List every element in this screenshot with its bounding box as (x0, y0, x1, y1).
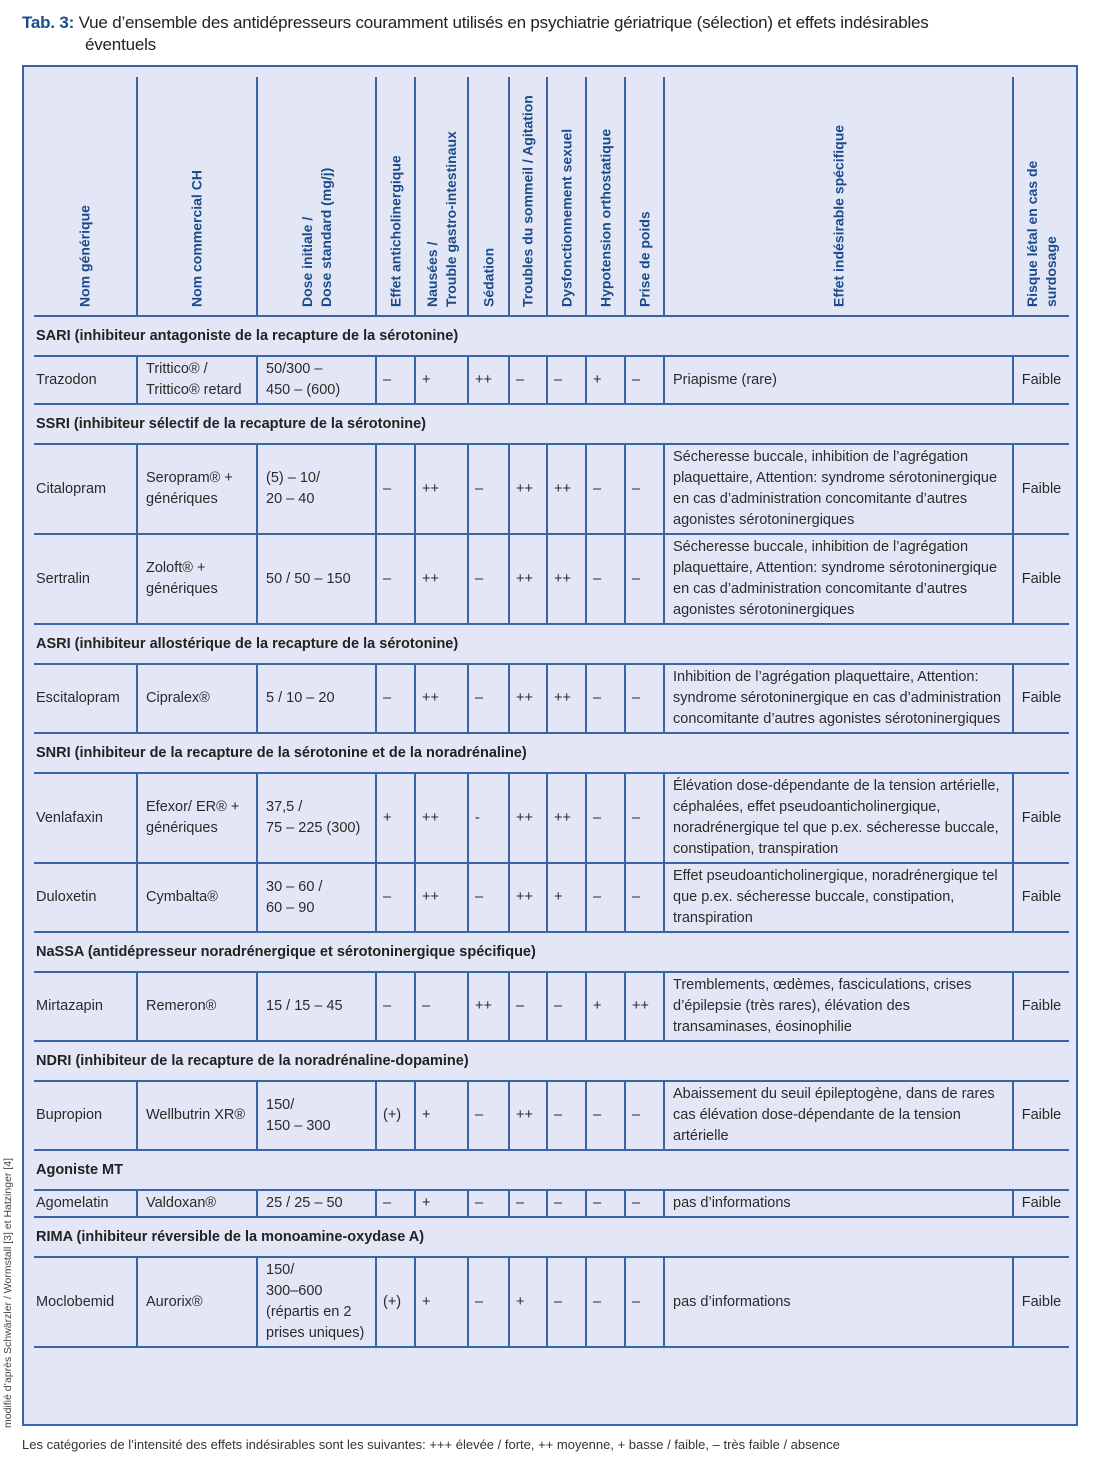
anticholinergic-rating-cell: – (376, 356, 415, 404)
table-row (34, 356, 1069, 404)
commercial-name-cell (137, 863, 257, 932)
header-lethal-risk-label (1023, 161, 1061, 307)
generic-name-cell: Moclobemid (34, 1257, 137, 1347)
dose-line: 50/300 – (266, 361, 323, 377)
specific-effect-cell: pas d’informations (664, 1190, 1013, 1217)
header-sexual-dysfunction (547, 77, 586, 316)
sexual-dysfunction-rating-cell: – (547, 972, 586, 1041)
nausea-rating-cell: ++ (415, 534, 468, 624)
table-row (34, 1190, 1069, 1217)
weight-gain-rating-cell: – (625, 664, 664, 733)
header-orthostatic-hypotension (586, 77, 625, 316)
caption-label: Tab. 3: (22, 13, 75, 32)
anticholinergic-rating-cell: – (376, 972, 415, 1041)
sedation-rating-cell: – (468, 1190, 509, 1217)
commercial-name-cell (137, 356, 257, 404)
lethal-risk-cell: Faible (1013, 972, 1069, 1041)
table-row (34, 1257, 1069, 1347)
nausea-rating-cell: ++ (415, 444, 468, 534)
sleep-agitation-rating-cell: – (509, 356, 547, 404)
header-nausea-label (423, 131, 461, 307)
header-specific-effect (664, 77, 1013, 316)
header-row (34, 77, 1069, 316)
orthostatic-hypotension-rating-cell: – (586, 1081, 625, 1150)
sleep-agitation-rating-cell: – (509, 972, 547, 1041)
weight-gain-rating-cell: – (625, 1081, 664, 1150)
dose-line: 20 – 40 (266, 491, 315, 507)
dose-line: 150 – 300 (266, 1117, 331, 1134)
anticholinergic-rating-cell: (+) (376, 1257, 415, 1347)
header-label-line: Dose standard (mg/j) (317, 167, 334, 307)
table-row (34, 1081, 1069, 1150)
sedation-rating-cell: ++ (468, 972, 509, 1041)
header-commercial-name (137, 77, 257, 316)
nausea-rating-cell: + (415, 1257, 468, 1347)
commercial-name-line: Cipralex® (146, 690, 210, 706)
dose-line: 75 – 225 (300) (266, 820, 361, 836)
header-label-line: Dysfonctionnement sexuel (558, 128, 574, 307)
header-commercial-name-label (188, 170, 207, 307)
specific-effect-cell: Élévation dose-dépendante de la tension artérielle, céphalées, effet pseudoanticholinergique, noradrénergique tel que p.ex. sécheresse buccale, constipation, transpiration (664, 773, 1013, 863)
anticholinergic-rating-cell: – (376, 1190, 415, 1217)
header-label-line: Effet anticholinergique (387, 155, 403, 307)
orthostatic-hypotension-rating-cell: – (586, 664, 625, 733)
header-label-line: Nom commercial CH (188, 170, 205, 307)
sexual-dysfunction-rating-cell: ++ (547, 664, 586, 733)
header-label-line: Troubles du sommeil / Agitation (519, 95, 536, 307)
commercial-name-cell (137, 534, 257, 624)
sexual-dysfunction-rating-cell: ++ (547, 534, 586, 624)
table-row (34, 773, 1069, 863)
sedation-rating-cell: – (468, 444, 509, 534)
table-row (34, 972, 1069, 1041)
anticholinergic-rating-cell: (+) (376, 1081, 415, 1150)
drug-class-title: SARI (inhibiteur antagoniste de la recapture de la sérotonine) (34, 316, 1069, 356)
generic-name-cell: Duloxetin (34, 863, 137, 932)
lethal-risk-cell: Faible (1013, 773, 1069, 863)
sleep-agitation-rating-cell: ++ (509, 773, 547, 863)
sedation-rating-cell: – (468, 664, 509, 733)
dose-cell (257, 1190, 376, 1217)
drug-class-row (34, 1041, 1069, 1081)
sexual-dysfunction-rating-cell: – (547, 356, 586, 404)
dose-cell (257, 773, 376, 863)
specific-effect-cell: Abaissement du seuil épileptogène, dans de rares cas élévation dose-dépendante de la tension artérielle (664, 1081, 1013, 1150)
header-sedation-label (479, 248, 498, 307)
header-sexual-dysfunction-label (557, 129, 576, 307)
anticholinergic-rating-cell: – (376, 863, 415, 932)
commercial-name-line: Seropram® + (146, 470, 233, 486)
commercial-name-cell (137, 444, 257, 534)
drug-class-row (34, 316, 1069, 356)
sexual-dysfunction-rating-cell: + (547, 863, 586, 932)
header-orthostatic-hypotension-label (596, 129, 615, 307)
anticholinergic-rating-cell: – (376, 664, 415, 733)
orthostatic-hypotension-rating-cell: – (586, 1190, 625, 1217)
generic-name-cell: Mirtazapin (34, 972, 137, 1041)
dose-cell (257, 863, 376, 932)
specific-effect-cell: Tremblements, œdèmes, fasciculations, crises d’épilepsie (très rares), élévation des transaminases, éosinophilie (664, 972, 1013, 1041)
specific-effect-cell: Priapisme (rare) (664, 356, 1013, 404)
commercial-name-line: Efexor/ ER® + (146, 799, 240, 815)
header-generic-name (34, 77, 137, 316)
sleep-agitation-rating-cell: ++ (509, 444, 547, 534)
dose-line: 25 / 25 – 50 (266, 1195, 343, 1211)
header-nausea (415, 77, 468, 316)
header-label-line: Dose initiale / (298, 216, 315, 307)
header-label-line: Trouble gastro-intestinaux (442, 131, 459, 307)
dose-line: 50 / 50 – 150 (266, 570, 351, 587)
sleep-agitation-rating-cell: – (509, 1190, 547, 1217)
table-row (34, 444, 1069, 534)
header-label-line: Effet indésirable spécifique (830, 124, 846, 307)
header-specific-effect-label (829, 125, 848, 307)
drug-class-row (34, 624, 1069, 664)
dose-cell (257, 1081, 376, 1150)
drug-class-title: SSRI (inhibiteur sélectif de la recapture de la sérotonine) (34, 404, 1069, 444)
commercial-name-cell (137, 972, 257, 1041)
header-label-line: surdosage (1042, 236, 1059, 307)
orthostatic-hypotension-rating-cell: + (586, 356, 625, 404)
orthostatic-hypotension-rating-cell: – (586, 534, 625, 624)
header-sleep-agitation (509, 77, 547, 316)
commercial-name-cell (137, 664, 257, 733)
sleep-agitation-rating-cell: ++ (509, 534, 547, 624)
nausea-rating-cell: + (415, 1081, 468, 1150)
commercial-name-cell (137, 773, 257, 863)
nausea-rating-cell: + (415, 356, 468, 404)
nausea-rating-cell: ++ (415, 664, 468, 733)
sleep-agitation-rating-cell: ++ (509, 1081, 547, 1150)
commercial-name-line: Trittico® / (146, 361, 208, 377)
commercial-name-line: Valdoxan® (146, 1195, 217, 1211)
header-label-line: Prise de poids (636, 211, 652, 307)
commercial-name-cell (137, 1257, 257, 1347)
dose-line: (répartis en 2 (266, 1304, 352, 1320)
commercial-name-line: Aurorix® (146, 1293, 203, 1310)
dose-line: 15 / 15 – 45 (266, 998, 343, 1014)
drug-class-row (34, 1150, 1069, 1190)
orthostatic-hypotension-rating-cell: – (586, 863, 625, 932)
lethal-risk-cell: Faible (1013, 664, 1069, 733)
header-label-line: Hypotension orthostatique (597, 128, 613, 307)
drug-class-title: SNRI (inhibiteur de la recapture de la sérotonine et de la noradrénaline) (34, 733, 1069, 773)
nausea-rating-cell: ++ (415, 863, 468, 932)
dose-line: 30 – 60 / (266, 878, 323, 895)
generic-name-cell: Escitalopram (34, 664, 137, 733)
header-label-line: Nausées / (423, 241, 440, 307)
generic-name-cell: Agomelatin (34, 1190, 137, 1217)
header-weight-gain-label (635, 211, 654, 307)
sleep-agitation-rating-cell: ++ (509, 664, 547, 733)
sexual-dysfunction-rating-cell: ++ (547, 773, 586, 863)
header-dose-label (298, 168, 336, 307)
commercial-name-line: Trittico® retard (146, 382, 242, 398)
weight-gain-rating-cell: ++ (625, 972, 664, 1041)
header-anticholinergic-label (386, 155, 405, 307)
header-weight-gain (625, 77, 664, 316)
dose-line: prises uniques) (266, 1325, 365, 1341)
commercial-name-cell (137, 1190, 257, 1217)
specific-effect-cell: pas d’informations (664, 1257, 1013, 1347)
header-label-line: Sédation (480, 247, 496, 307)
header-label-line: Nom générique (76, 205, 93, 307)
header-dose (257, 77, 376, 316)
anticholinergic-rating-cell: – (376, 534, 415, 624)
lethal-risk-cell: Faible (1013, 534, 1069, 624)
weight-gain-rating-cell: – (625, 863, 664, 932)
dose-line: 450 – (600) (266, 382, 341, 398)
header-anticholinergic (376, 77, 415, 316)
drug-class-row (34, 733, 1069, 773)
table-frame (22, 65, 1078, 1426)
nausea-rating-cell: – (415, 972, 468, 1041)
nausea-rating-cell: ++ (415, 773, 468, 863)
header-sleep-agitation-label (519, 95, 538, 307)
generic-name-cell: Citalopram (34, 444, 137, 534)
table-body (34, 316, 1069, 1347)
specific-effect-cell: Sécheresse buccale, inhibition de l’agrégation plaquettaire, Attention: syndrome sérotoninergique en cas d’administration concomitante d’autres agonistes sérotoninergiques (664, 444, 1013, 534)
drug-class-title: ASRI (inhibiteur allostérique de la recapture de la sérotonine) (34, 624, 1069, 664)
commercial-name-line: génériques (146, 820, 218, 836)
sedation-rating-cell: ++ (468, 356, 509, 404)
dose-line: 60 – 90 (266, 899, 315, 916)
sedation-rating-cell: - (468, 773, 509, 863)
drug-class-title: Agoniste MT (34, 1150, 1069, 1190)
legend-footnote: Les catégories de l’intensité des effets indésirables sont les suivantes: +++ élevée / forte, ++ moyenne, + basse / faible, – très faible / absence (22, 1437, 840, 1452)
table-row (34, 534, 1069, 624)
specific-effect-cell: Inhibition de l’agrégation plaquettaire, Attention: syndrome sérotoninergique en cas d’administration concomitante d’autres agonistes sérotoninergiques (664, 664, 1013, 733)
sleep-agitation-rating-cell: + (509, 1257, 547, 1347)
commercial-name-line: génériques (146, 491, 218, 507)
commercial-name-cell (137, 1081, 257, 1150)
generic-name-cell: Trazodon (34, 356, 137, 404)
weight-gain-rating-cell: – (625, 1257, 664, 1347)
weight-gain-rating-cell: – (625, 773, 664, 863)
weight-gain-rating-cell: – (625, 356, 664, 404)
dose-line: 37,5 / (266, 799, 303, 815)
lethal-risk-cell: Faible (1013, 444, 1069, 534)
dose-cell (257, 356, 376, 404)
drug-class-title: NaSSA (antidépresseur noradrénergique et sérotoninergique spécifique) (34, 932, 1069, 972)
header-sedation (468, 77, 509, 316)
sedation-rating-cell: – (468, 534, 509, 624)
orthostatic-hypotension-rating-cell: – (586, 1257, 625, 1347)
anticholinergic-rating-cell: + (376, 773, 415, 863)
drug-class-row (34, 404, 1069, 444)
dose-cell (257, 664, 376, 733)
orthostatic-hypotension-rating-cell: – (586, 444, 625, 534)
caption-line-1 (22, 12, 1082, 34)
header-lethal-risk (1013, 77, 1069, 316)
dose-line: 150/ (266, 1096, 295, 1113)
commercial-name-line: Wellbutrin XR® (146, 1107, 246, 1123)
drug-class-row (34, 932, 1069, 972)
orthostatic-hypotension-rating-cell: + (586, 972, 625, 1041)
sexual-dysfunction-rating-cell: – (547, 1081, 586, 1150)
nausea-rating-cell: + (415, 1190, 468, 1217)
lethal-risk-cell: Faible (1013, 1257, 1069, 1347)
specific-effect-cell: Effet pseudoanticholinergique, noradrénergique tel que p.ex. sécheresse buccale, constipation, transpiration (664, 863, 1013, 932)
generic-name-cell: Bupropion (34, 1081, 137, 1150)
lethal-risk-cell: Faible (1013, 356, 1069, 404)
table-row (34, 664, 1069, 733)
sexual-dysfunction-rating-cell: – (547, 1190, 586, 1217)
sexual-dysfunction-rating-cell: – (547, 1257, 586, 1347)
sedation-rating-cell: – (468, 1257, 509, 1347)
antidepressant-table (34, 77, 1069, 1348)
generic-name-cell: Venlafaxin (34, 773, 137, 863)
orthostatic-hypotension-rating-cell: – (586, 773, 625, 863)
sleep-agitation-rating-cell: ++ (509, 863, 547, 932)
lethal-risk-cell: Faible (1013, 863, 1069, 932)
caption-text: Vue d’ensemble des antidépresseurs couramment utilisés en psychiatrie gériatrique (sélection) et effets indésirables (78, 13, 929, 32)
commercial-name-line: Zoloft® + (146, 560, 206, 576)
commercial-name-line: génériques (146, 581, 218, 597)
commercial-name-line: Cymbalta® (146, 889, 218, 905)
dose-line: (5) – 10/ (266, 470, 320, 486)
specific-effect-cell: Sécheresse buccale, inhibition de l’agrégation plaquettaire, Attention: syndrome sérotoninergique en cas d’administration concomitante d’autres agonistes sérotoninergiques (664, 534, 1013, 624)
source-note: modifié d’après Schwärzler / Wormstall [3] et Hatzinger [4] (2, 1158, 14, 1428)
dose-line: 5 / 10 – 20 (266, 690, 335, 706)
weight-gain-rating-cell: – (625, 1190, 664, 1217)
table-row (34, 863, 1069, 932)
dose-cell (257, 444, 376, 534)
weight-gain-rating-cell: – (625, 444, 664, 534)
commercial-name-line: Remeron® (146, 998, 217, 1014)
caption-line-2: éventuels (85, 35, 156, 54)
weight-gain-rating-cell: – (625, 534, 664, 624)
lethal-risk-cell: Faible (1013, 1081, 1069, 1150)
dose-cell (257, 972, 376, 1041)
sedation-rating-cell: – (468, 1081, 509, 1150)
dose-cell (257, 1257, 376, 1347)
anticholinergic-rating-cell: – (376, 444, 415, 534)
generic-name-cell: Sertralin (34, 534, 137, 624)
header-generic-name-label (76, 205, 95, 307)
drug-class-title: NDRI (inhibiteur de la recapture de la noradrénaline-dopamine) (34, 1041, 1069, 1081)
dose-line: 150/ (266, 1262, 295, 1278)
sexual-dysfunction-rating-cell: ++ (547, 444, 586, 534)
drug-class-title: RIMA (inhibiteur réversible de la monoamine-oxydase A) (34, 1217, 1069, 1257)
dose-cell (257, 534, 376, 624)
header-label-line: Risque létal en cas de (1023, 160, 1040, 307)
dose-line: 300–600 (266, 1283, 323, 1299)
table-caption (22, 12, 1082, 56)
lethal-risk-cell: Faible (1013, 1190, 1069, 1217)
drug-class-row (34, 1217, 1069, 1257)
sedation-rating-cell: – (468, 863, 509, 932)
